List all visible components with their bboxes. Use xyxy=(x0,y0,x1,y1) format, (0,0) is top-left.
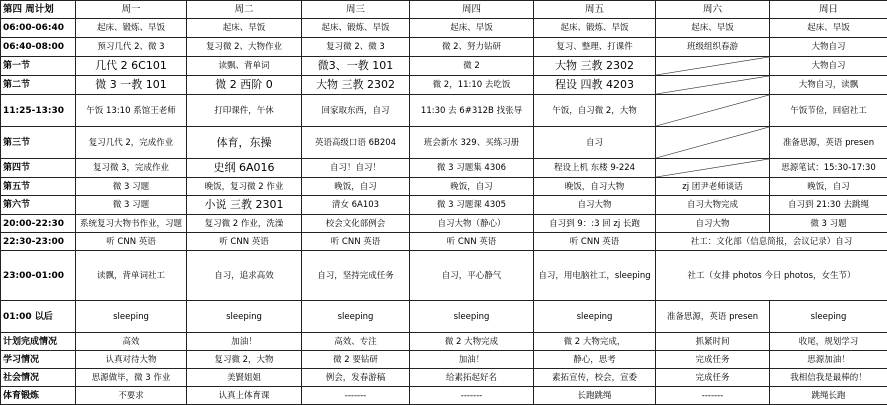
header-wednesday: 周三 xyxy=(302,1,410,19)
table-cell: zj 团尹老师谈话 xyxy=(656,178,770,196)
table-cell: 复习微 2、微 3 xyxy=(302,38,410,57)
row-label: 第四节 xyxy=(1,159,76,178)
table-cell: 听 CNN 英语 xyxy=(187,233,302,251)
row-label: 23:00-01:00 xyxy=(1,251,76,301)
table-cell: 班级组织春游 xyxy=(656,38,770,57)
row-label: 社会情况 xyxy=(1,369,76,387)
table-cell: 午饭，自习微 2，大物 xyxy=(534,95,656,127)
table-cell: 起床、早饭 xyxy=(656,19,770,38)
table-cell: 班会新水 329、买练习册 xyxy=(410,127,534,159)
table-cell: 自习，用电脑社工，sleeping xyxy=(534,251,656,301)
table-cell: 微 3 习题 xyxy=(76,196,187,215)
table-cell: 回家取东西，自习 xyxy=(302,95,410,127)
table-cell: 起床、早饭 xyxy=(410,19,534,38)
table-cell: 听 CNN 英语 xyxy=(302,233,410,251)
table-cell: sleeping xyxy=(410,301,534,333)
header-saturday: 周六 xyxy=(656,1,770,19)
row-label: 第五节 xyxy=(1,178,76,196)
table-cell: 复习、整理、打课件 xyxy=(534,38,656,57)
table-cell: 美賢姐姐 xyxy=(187,369,302,387)
table-cell: 听 CNN 英语 xyxy=(410,233,534,251)
row-label: 第一节 xyxy=(1,57,76,76)
table-cell: 自习大物完成 xyxy=(656,196,770,215)
table-cell-merged: 社工：文化部（信息简报，会议记录）自习 xyxy=(656,233,887,251)
table-cell: 微 2，11:10 去吃饭 xyxy=(410,76,534,95)
table-row xyxy=(1,76,887,95)
table-cell: 大物自习 xyxy=(770,57,887,76)
table-cell: 高效、专注 xyxy=(302,333,410,351)
table-cell: 几代 2 6C101 xyxy=(76,57,187,76)
table-cell: 长跑跳绳 xyxy=(534,387,656,405)
table-cell: 清女 6A103 xyxy=(302,196,410,215)
table-cell: 大物自习 xyxy=(770,38,887,57)
header-sunday: 周日 xyxy=(770,1,887,19)
empty-slot-cell xyxy=(656,95,770,127)
table-cell: 思源笔试：15:30-17:30 xyxy=(770,159,887,178)
table-cell: 复习几代 2，完成作业 xyxy=(76,127,187,159)
header-row xyxy=(1,1,887,19)
row-label: 11:25-13:30 xyxy=(1,95,76,127)
table-cell: 微 2 大物完成 xyxy=(410,333,534,351)
table-row xyxy=(1,19,887,38)
row-label: 第三节 xyxy=(1,127,76,159)
table-cell: 微3、一教 101 xyxy=(302,57,410,76)
table-row xyxy=(1,387,887,405)
table-cell: 复习微 3，完成作业 xyxy=(76,159,187,178)
table-row xyxy=(1,178,887,196)
table-cell: 复习微 2，大物 xyxy=(187,351,302,369)
table-cell: 晚饭，自习大物 xyxy=(534,178,656,196)
table-cell: 史纲 6A016 xyxy=(187,159,302,178)
table-cell: 完成任务 xyxy=(656,351,770,369)
row-label: 计划完成情况 xyxy=(1,333,76,351)
header-corner: 第四 周计划 xyxy=(1,1,76,19)
table-cell: 收尾，规划学习 xyxy=(770,333,887,351)
table-cell: 自习，坚持完成任务 xyxy=(302,251,410,301)
table-cell: 起床、锻炼、早饭 xyxy=(302,19,410,38)
table-cell: 微 3 习题集 4306 xyxy=(410,159,534,178)
table-cell: 复习微 2 作业，洗澡 xyxy=(187,215,302,233)
row-label: 学习情况 xyxy=(1,351,76,369)
table-cell: 高效 xyxy=(76,333,187,351)
header-tuesday: 周二 xyxy=(187,1,302,19)
table-cell: 晚饭，自习 xyxy=(770,178,887,196)
row-label: 06:00-06:40 xyxy=(1,19,76,38)
table-cell: sleeping xyxy=(534,301,656,333)
table-cell: 听 CNN 英语 xyxy=(534,233,656,251)
row-label: 第六节 xyxy=(1,196,76,215)
header-friday: 周五 xyxy=(534,1,656,19)
table-cell: 听 CNN 英语 xyxy=(76,233,187,251)
table-row xyxy=(1,127,887,159)
table-cell: 起床、早饭 xyxy=(770,19,887,38)
table-row xyxy=(1,351,887,369)
table-cell: 校会文化部例会 xyxy=(302,215,410,233)
table-cell: ------- xyxy=(410,387,534,405)
row-label: 01:00 以后 xyxy=(1,301,76,333)
table-cell: 起床、锻炼、早饭 xyxy=(534,19,656,38)
table-cell: ------- xyxy=(302,387,410,405)
table-cell: 程设 四教 4203 xyxy=(534,76,656,95)
empty-slot-cell xyxy=(656,127,770,159)
row-label: 06:40-08:00 xyxy=(1,38,76,57)
table-cell: 抓紧时间 xyxy=(656,333,770,351)
table-cell: 11:30 去 6#312B 找张导 xyxy=(410,95,534,127)
table-cell: 认真上体育课 xyxy=(187,387,302,405)
row-label: 22:30-23:00 xyxy=(1,233,76,251)
table-row xyxy=(1,38,887,57)
table-cell: sleeping xyxy=(302,301,410,333)
table-cell: 微 3 习题 xyxy=(76,178,187,196)
table-row xyxy=(1,95,887,127)
table-row xyxy=(1,57,887,76)
table-cell: 午饭 13:10 系馆王老师 xyxy=(76,95,187,127)
table-cell: 完成任务 xyxy=(656,369,770,387)
table-cell-merged: 社工（女排 photos 今日 photos，女生节） xyxy=(656,251,887,301)
table-cell: 系统复习大物书作业，习题 xyxy=(76,215,187,233)
table-cell: 小说 三教 2301 xyxy=(187,196,302,215)
table-cell: 程设上机 东楼 9-224 xyxy=(534,159,656,178)
table-cell: 跳绳长跑 xyxy=(770,387,887,405)
table-cell: 自习，平心静气 xyxy=(410,251,534,301)
table-cell: 准备思源，英语 presen xyxy=(656,301,770,333)
table-cell: 加油！ xyxy=(187,333,302,351)
row-label: 20:00-22:30 xyxy=(1,215,76,233)
table-cell: 素拓宣传，校会，宣委 xyxy=(534,369,656,387)
table-cell: 晚饭，自习 xyxy=(410,178,534,196)
table-cell: 加油！ xyxy=(410,351,534,369)
header-monday: 周一 xyxy=(76,1,187,19)
table-cell: 例会，发春游稿 xyxy=(302,369,410,387)
table-cell: 自习 xyxy=(534,127,656,159)
table-cell: 复习微 2、大物作业 xyxy=(187,38,302,57)
table-cell: 微 2、努力钻研 xyxy=(410,38,534,57)
table-row xyxy=(1,333,887,351)
table-cell: 读飘、背单词 xyxy=(187,57,302,76)
table-cell: 打印课件，午休 xyxy=(187,95,302,127)
table-cell: 午饭节俭，回宿社工 xyxy=(770,95,887,127)
table-cell: 大物 三教 2302 xyxy=(302,76,410,95)
table-cell: 我相信我是最棒的！ xyxy=(770,369,887,387)
table-cell: 预习几代 2、微 3 xyxy=(76,38,187,57)
table-cell: 大物 三教 2302 xyxy=(534,57,656,76)
table-cell: 自习大物 xyxy=(656,215,770,233)
table-cell: 思源做毕，微 3 作业 xyxy=(76,369,187,387)
row-label: 体育锻炼 xyxy=(1,387,76,405)
table-cell: 自习大物（静心） xyxy=(410,215,534,233)
table-cell: 不要求 xyxy=(76,387,187,405)
table-cell: 微 3 一教 101 xyxy=(76,76,187,95)
table-cell: 微 2 xyxy=(410,57,534,76)
table-cell: 晚饭，复习微 2 作业 xyxy=(187,178,302,196)
table-cell: 自习到 21:30 去跳绳 xyxy=(770,196,887,215)
table-cell: 微 2 西阶 0 xyxy=(187,76,302,95)
table-cell: 大物自习，读飘 xyxy=(770,76,887,95)
table-cell: 认真对待大物 xyxy=(76,351,187,369)
table-cell: 自习到 9：:3 回 zj 长跑 xyxy=(534,215,656,233)
table-cell: ------- xyxy=(656,387,770,405)
empty-slot-cell xyxy=(656,57,770,76)
empty-slot-cell xyxy=(656,159,770,178)
table-row xyxy=(1,301,887,333)
table-cell: 起床、锻炼、早饭 xyxy=(76,19,187,38)
table-cell: 微 2 大物完成， xyxy=(534,333,656,351)
table-cell: 起床、早饭 xyxy=(187,19,302,38)
table-row xyxy=(1,369,887,387)
table-row xyxy=(1,159,887,178)
table-row xyxy=(1,196,887,215)
table-cell: 微 3 习题课 4305 xyxy=(410,196,534,215)
row-label: 第二节 xyxy=(1,76,76,95)
table-cell: 晚饭，自习 xyxy=(302,178,410,196)
table-row xyxy=(1,215,887,233)
header-thursday: 周四 xyxy=(410,1,534,19)
table-cell: 体育，东操 xyxy=(187,127,302,159)
table-cell: sleeping xyxy=(770,301,887,333)
table-cell: 自习！自习！ xyxy=(302,159,410,178)
table-cell: sleeping xyxy=(187,301,302,333)
table-row xyxy=(1,251,887,301)
table-cell: 微 3 习题 xyxy=(770,215,887,233)
table-cell: 给素拓起好名 xyxy=(410,369,534,387)
table-row xyxy=(1,233,887,251)
table-cell: 微 2 要钻研 xyxy=(302,351,410,369)
table-cell: 自习大物 xyxy=(534,196,656,215)
empty-slot-cell xyxy=(656,76,770,95)
table-cell: sleeping xyxy=(76,301,187,333)
table-cell: 静心，思考 xyxy=(534,351,656,369)
table-cell: 自习，追求高效 xyxy=(187,251,302,301)
table-cell: 思源加油！ xyxy=(770,351,887,369)
table-cell: 读飘，背单词社工 xyxy=(76,251,187,301)
table-cell: 准备思源，英语 presen xyxy=(770,127,887,159)
table-cell: 英语高级口语 6B204 xyxy=(302,127,410,159)
